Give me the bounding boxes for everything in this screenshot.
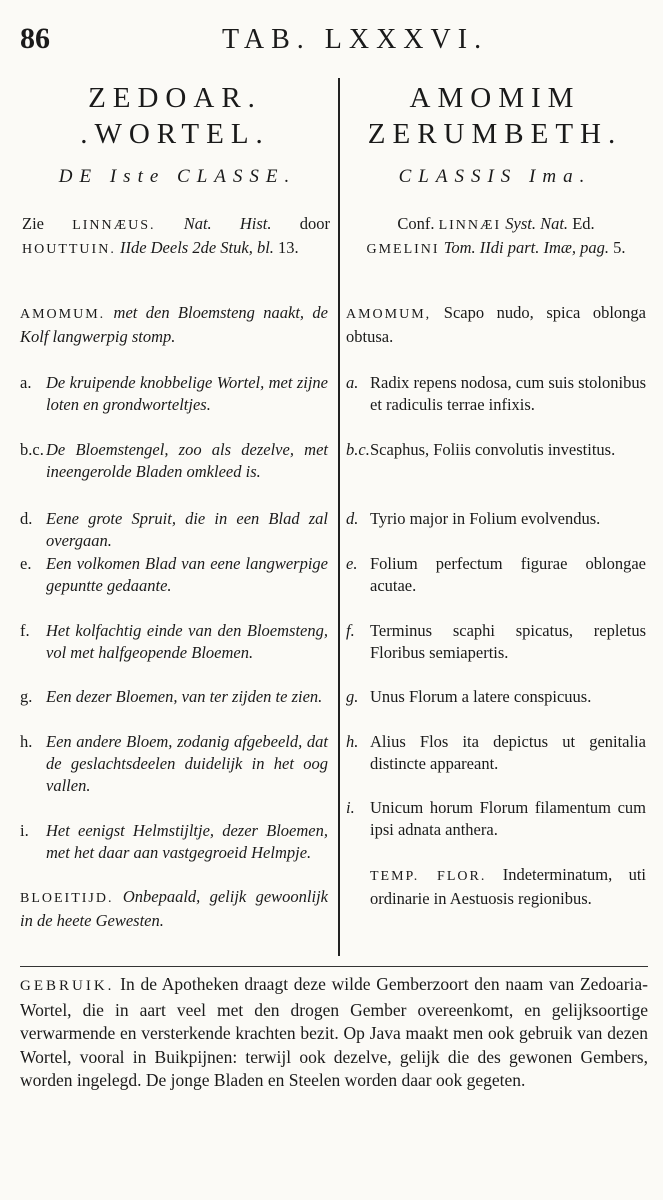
left-item [20,439,328,483]
left-item [20,820,328,864]
ref-translator: HOUTTUIN. [22,242,116,257]
ref-page: 13. [273,238,299,257]
item-text: Het eenigst Helmstijltje, dezer Bloemen, met het daar aan vastgegroeid Helmpje. [46,821,328,862]
intro-label: AMOMUM, [346,307,432,322]
ref-conf: Conf. [397,214,439,233]
ref-author: LINNÆI [438,218,502,233]
item-label: g. [346,687,359,706]
item-text: De Bloemstengel, zoo als dezelve, met ineengerolde Bladen omkleed is. [46,440,328,481]
item-text: Een andere Bloem, zodanig afgebeeld, dat de geslachtsdeelen duidelijk in het oog vallen. [46,732,328,795]
item-label: d. [20,509,33,528]
right-reference [350,213,642,261]
intro-label: AMOMUM. [20,307,106,322]
left-item [20,620,328,664]
right-title-line1: AMOMIM [409,82,581,114]
item-text: Terminus scaphi spicatus, repletus Floribus semiapertis. [370,621,646,662]
intro-text: Scapo nudo, spica oblonga obtusa. [346,303,646,346]
right-item [346,620,646,664]
left-item [20,553,328,597]
right-item [346,686,646,708]
item-label: a. [20,373,32,392]
item-text: Tyrio major in Folium evolvendus. [370,509,601,528]
ref-by: door [271,214,330,233]
ref-author2: GMELINI [366,242,440,257]
left-class-line: DE Iste CLASSE. [58,166,297,187]
item-label: e. [20,554,32,573]
bloeitijd-text: Onbepaald, gelijk gewoonlijk in de heete Gewesten. [20,887,328,930]
left-item [20,508,328,552]
item-text: Een dezer Bloemen, van ter zijden te zien. [46,687,323,706]
ref-work: Syst. Nat. [501,214,569,233]
item-text: Unus Florum a latere conspicuus. [370,687,592,706]
item-text: Unicum horum Florum filamentum cum ipsi adnata anthera. [370,798,646,839]
item-text: Alius Flos ita depictus ut genitalia distincte appareant. [370,732,646,773]
right-item [346,439,646,461]
gebruik-text: In de Apotheken draagt deze wilde Gemberzoort den naam van Zedoaria-Wortel, die in aart veel met den drogen Gember overeenkomt, en gelijksoortige verwarmende en versterkende krachten bezit. Op Java maakt men ook gebruik van dezen Wortel, vooral in Buikpijnen: terwijl ook dezelve, gelijk die des gewonen Gembers, worden ingelegd. De jonge Bladen en Steelen worden daar ook gegeten. [20,974,648,1090]
item-label: h. [20,732,33,751]
item-text: De kruipende knobbelige Wortel, met zijne loten en grondworteltjes. [46,373,328,414]
right-item [346,553,646,597]
right-item [346,797,646,841]
right-item [346,731,646,775]
left-bloeitijd [20,886,328,932]
left-item [20,731,328,797]
item-label: e. [346,554,358,573]
temp-flor-label: TEMP. FLOR. [370,869,487,884]
ref-author: LINNÆUS. [72,218,156,233]
intro-text: met den Bloemsteng naakt, de Kolf langwerpig stomp. [20,303,328,346]
column-divider [338,78,340,956]
item-label: f. [20,621,30,640]
item-text: Het kolfachtig einde van den Bloemsteng, vol met halfgeopende Bloemen. [46,621,328,662]
ref-part: IIde Deels 2de Stuk, bl. [115,238,274,257]
gebruik-paragraph [20,973,648,1093]
right-heading [345,80,645,152]
item-label: b.c. [346,440,370,459]
left-intro [20,302,328,348]
item-label: a. [346,373,359,392]
item-label: g. [20,687,33,706]
left-heading [20,80,330,152]
plate-title: TAB. LXXXVI. [222,24,489,55]
right-class-line: CLASSIS Ima. [398,166,592,187]
gebruik-label: GEBRUIK. [20,978,115,994]
ref-ed: Ed. [568,214,595,233]
item-label: i. [346,798,355,817]
left-title-line1: ZEDOAR. [88,82,262,114]
item-label: h. [346,732,359,751]
item-label: d. [346,509,359,528]
item-label: i. [20,821,29,840]
item-text: Een volkomen Blad van eene langwerpige gepuntte gedaante. [46,554,328,595]
right-title-line2: ZERUMBETH. [367,118,623,150]
temp-flor-text: Indeterminatum, uti ordinarie in Aestuosis regionibus. [370,865,646,908]
bloeitijd-label: BLOEITIJD. [20,891,114,906]
ref-tom: Tom. IIdi part. Imæ, pag. [439,238,610,257]
right-item [346,372,646,416]
item-text: Scaphus, Foliis convolutis investitus. [370,440,616,459]
right-intro [346,302,646,348]
item-label: f. [346,621,355,640]
left-item [20,372,328,416]
ref-page: 5. [609,238,626,257]
left-title-line2: .WORTEL. [80,118,270,150]
left-reference [22,213,330,261]
ref-prefix: Zie [22,214,73,233]
item-text: Radix repens nodosa, cum suis stolonibus et radiculis terrae infixis. [370,373,646,414]
page-number: 86 [20,22,50,55]
right-item [346,508,646,530]
item-text: Folium perfectum figurae oblongae acutae. [370,554,646,595]
ref-work: Nat. Hist. [155,214,272,233]
item-text: Eene grote Spruit, die in een Blad zal overgaan. [46,509,328,550]
right-temp-flor [346,864,646,910]
item-label: b.c. [20,440,44,459]
section-divider [20,966,648,967]
left-item [20,686,328,708]
